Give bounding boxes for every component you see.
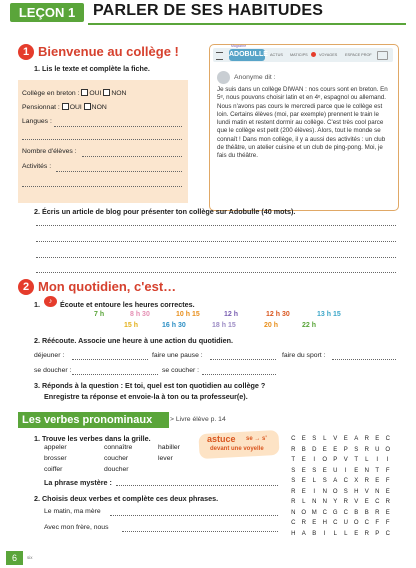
grid-row [288,529,393,540]
form-langues-label: Langues : [22,118,52,125]
answer-line[interactable] [210,359,276,360]
grid-letter[interactable]: I [323,530,326,537]
grid-letter[interactable]: A [301,530,306,537]
time-option[interactable]: 13 h 15 [317,311,341,318]
grid-letter[interactable]: C [385,436,390,443]
grid-letter[interactable]: R [385,499,390,506]
grid-row [288,497,393,508]
grid-letter[interactable]: Y [333,499,338,506]
grid-letter[interactable]: R [364,530,369,537]
grid-letter[interactable]: B [364,509,369,516]
grid-letter[interactable]: F [385,478,390,485]
grid-letter[interactable]: U [343,520,348,527]
verbs-instruction-2: 2. Choisis deux verbes et complète ces deux phrases. [34,494,219,503]
grid-letter[interactable]: C [385,530,390,537]
verb-word: connaître [104,444,133,451]
grid-letter[interactable]: E [385,488,390,495]
section-2-title: Mon quotidien, c'est… [38,279,177,294]
verb-word: brosser [44,455,67,462]
grid-letter[interactable]: O [332,488,338,495]
grid-letter[interactable]: L [323,436,327,443]
grid-row [288,518,393,529]
time-option[interactable]: 22 h [302,322,317,329]
section-1-instruction-2: 2. Écris un article de blog pour présenter ton collège sur Adobulle (40 mots). [34,207,296,216]
form-label: Collège en breton : [22,90,80,97]
grid-letter[interactable]: U [375,446,380,453]
grid-letter[interactable]: S [354,446,359,453]
grid-letter[interactable]: F [385,520,390,527]
nav-item[interactable]: ACTUS [270,53,283,57]
grid-letter[interactable]: H [322,520,327,527]
section-2-instruction-3b: Enregistre ta réponse et envoie-la à ton ou ta professeur(e). [44,392,248,401]
astuce-rule: se → s' [246,436,267,442]
answer-line[interactable] [332,359,396,360]
grid-letter[interactable]: R [364,446,369,453]
grid-letter[interactable]: I [313,488,316,495]
section-1-number: 1 [18,44,34,60]
form-label: Pensionnat : [22,104,60,111]
grid-letter[interactable]: H [354,488,359,495]
grid-letter[interactable]: E [301,488,306,495]
grid-letter[interactable]: C [291,520,296,527]
grid-letter[interactable]: N [322,499,327,506]
action-label: faire une pause : [152,352,203,359]
grid-letter[interactable]: S [291,478,296,485]
grid-letter[interactable]: S [312,467,317,474]
grid-letter[interactable]: V [354,499,359,506]
grid-letter[interactable]: V [364,488,369,495]
grid-letter[interactable]: E [364,499,369,506]
grid-letter[interactable]: E [301,478,306,485]
grid-letter[interactable]: R [301,520,306,527]
grid-row [288,476,393,487]
oui-label: OUI [89,90,102,97]
grid-row [288,487,393,498]
sentence-1: Le matin, ma mère [44,508,101,515]
grid-letter[interactable]: C [375,499,380,506]
action-label: déjeuner : [34,352,65,359]
grid-letter[interactable]: T [354,457,359,464]
grid-letter[interactable]: H [291,530,296,537]
answer-line[interactable] [122,531,278,532]
section-2-instruction-2: 2. Réécoute. Associe une heure à une action du quotidien. [34,336,234,345]
verb-word: habiller [158,444,180,451]
nav-item[interactable]: VOYAGES [319,53,338,57]
grid-letter[interactable]: T [375,467,380,474]
page-title: PARLER DE SES HABITUDES [93,2,324,19]
grid-letter[interactable]: E [301,467,306,474]
logo-magazine-text: Magazine [231,44,247,48]
verbs-instruction-1: 1. Trouve les verbes dans la grille. [34,434,151,443]
time-option[interactable]: 16 h 30 [162,322,186,329]
grid-letter[interactable]: R [364,436,369,443]
time-option[interactable]: 18 h 15 [212,322,236,329]
astuce-title: astuce [207,434,236,444]
action-label: se coucher : [162,367,200,374]
form-activites-label: Activités : [22,163,52,170]
grid-letter[interactable]: E [354,467,359,474]
section-2-number: 2 [18,279,34,295]
grid-row [288,445,393,456]
grid-letter[interactable]: F [375,520,380,527]
grid-letter[interactable]: E [375,436,380,443]
grid-letter[interactable]: L [302,499,306,506]
grid-row [288,455,393,466]
grid-letter[interactable]: A [354,436,359,443]
grid-letter[interactable]: A [333,478,338,485]
grid-letter[interactable]: P [343,446,348,453]
time-option[interactable]: 10 h 15 [176,311,200,318]
grid-letter[interactable]: V [333,436,338,443]
section-2-instruction-3a: 3. Réponds à la question : Et toi, quel est ton quotidien au collège ? [34,381,266,390]
lesson-tag: LEÇON 1 [10,3,84,22]
grid-letter[interactable]: O [385,446,391,453]
grid-letter[interactable]: E [375,478,380,485]
grid-letter[interactable]: E [354,530,359,537]
grid-letter[interactable]: L [333,530,337,537]
grid-letter[interactable]: E [343,436,348,443]
blog-text: Je suis dans un collège DIWAN : nos cours sont en breton. En 5ᵉ, nous pouvons choisir latin et en 4ᵉ, espagnol ou allemand. Nous n'avons pas cours le mercredi parce que le collège est loin. Certains élèves (moi, par exemple) prennent le train le lundi matin et restent dormir au collège. C'est très cool parce que le collège est petit (200 élèves). Alors, tout le monde se connaît ! Dans mon collège, il y a aussi des activités : un club de théâtre, un atelier cuisine et un club de ping-pong. Moi, je fais du théâtre. [217,86,388,160]
time-option[interactable]: 8 h 30 [130,311,150,318]
grid-letter[interactable]: S [291,467,296,474]
grid-letter[interactable]: S [312,436,317,443]
non-label: NON [111,90,127,97]
grid-letter[interactable]: L [312,478,316,485]
grid-letter[interactable]: N [291,509,296,516]
verb-word: coucher [104,455,129,462]
time-option[interactable]: 12 h 30 [266,311,290,318]
grid-letter[interactable]: L [344,530,348,537]
section-1-instruction: 1. Lis le texte et complète la fiche. [34,64,150,73]
grid-letter[interactable]: B [312,530,317,537]
nav-item[interactable]: ESPACE PROF [345,53,372,57]
grid-letter[interactable]: I [313,457,316,464]
grid-letter[interactable]: R [375,509,380,516]
answer-line[interactable] [116,485,278,486]
book-reference: > Livre élève p. 14 [170,416,226,423]
verb-word: lever [158,455,173,462]
grid-row [288,434,393,445]
grid-letter[interactable]: N [364,467,369,474]
verb-word: coiffer [44,466,63,473]
grid-row [288,508,393,519]
grid-letter[interactable]: O [322,457,328,464]
action-label: se doucher : [34,367,72,374]
nav-item[interactable]: MATICIPS [290,53,308,57]
answer-line[interactable] [72,374,158,375]
grid-letter[interactable]: U [333,467,338,474]
grid-letter[interactable]: C [291,436,296,443]
word-search-grid[interactable] [288,434,396,562]
time-option[interactable]: 15 h [124,322,139,329]
grid-letter[interactable]: I [386,457,389,464]
grid-letter[interactable]: R [343,499,348,506]
sentence-2: Avec mon frère, nous [44,524,109,531]
blog-author: Anonyme dit : [234,74,276,81]
grid-letter[interactable]: C [343,509,348,516]
grid-letter[interactable]: T [291,457,296,464]
time-option[interactable]: 12 h [224,311,239,318]
grid-letter[interactable]: X [354,478,359,485]
grid-letter[interactable]: I [376,457,379,464]
grid-letter[interactable]: E [312,520,317,527]
verbs-banner: Les verbes pronominaux [18,412,169,428]
non-label: NON [91,104,107,111]
grid-letter[interactable]: R [291,499,296,506]
answer-line[interactable] [72,359,148,360]
time-option[interactable]: 7 h [94,311,105,318]
grid-letter[interactable]: O [353,520,359,527]
grid-letter[interactable]: V [343,457,348,464]
answer-line[interactable] [110,515,278,516]
grid-letter[interactable]: C [333,520,338,527]
grid-letter[interactable]: D [312,446,317,453]
page-number: 6 [6,551,23,565]
astuce-text: devant une voyelle [210,446,264,452]
time-option[interactable]: 20 h [264,322,279,329]
section-2-instruction-1: Écoute et entoure les heures correctes. [60,300,195,309]
grid-letter[interactable]: R [291,446,296,453]
grid-letter[interactable]: N [322,488,327,495]
grid-letter[interactable]: P [333,457,338,464]
form-nombre-label: Nombre d'élèves : [22,148,77,155]
grid-letter[interactable]: E [301,436,306,443]
grid-letter[interactable]: P [375,530,380,537]
grid-letter[interactable]: L [365,457,369,464]
grid-letter[interactable]: G [332,509,338,516]
grid-letter[interactable]: R [364,478,369,485]
grid-letter[interactable]: N [375,488,380,495]
grid-letter[interactable]: S [343,488,348,495]
grid-letter[interactable]: C [322,509,327,516]
audio-icon[interactable]: ♪ [44,296,57,307]
grid-letter[interactable]: E [322,467,327,474]
grid-row [288,466,393,477]
grid-letter[interactable]: O [301,509,307,516]
grid-letter[interactable]: E [385,509,390,516]
grid-letter[interactable]: N [312,499,317,506]
grid-letter[interactable]: B [301,446,306,453]
action-label: faire du sport : [282,352,326,359]
mystery-label: La phrase mystère : [44,478,112,487]
grid-letter[interactable]: B [354,509,359,516]
section-2-instruction-prefix: 1. [34,300,40,309]
adobulle-logo: ADOBULLE [229,49,265,61]
grid-letter[interactable]: F [385,467,390,474]
page-number-word: six [27,555,33,560]
verb-word: appeler [44,444,67,451]
grid-letter[interactable]: S [322,478,327,485]
oui-label: OUI [69,104,82,111]
grid-letter[interactable]: E [333,446,338,453]
grid-letter[interactable]: M [311,509,317,516]
grid-letter[interactable]: C [343,478,348,485]
grid-letter[interactable]: E [301,457,306,464]
grid-letter[interactable]: E [322,446,327,453]
verb-word: doucher [104,466,129,473]
answer-line[interactable] [202,374,276,375]
grid-letter[interactable]: R [291,488,296,495]
section-1-title: Bienvenue au collège ! [38,44,179,59]
grid-letter[interactable]: C [364,520,369,527]
grid-letter[interactable]: I [344,467,347,474]
